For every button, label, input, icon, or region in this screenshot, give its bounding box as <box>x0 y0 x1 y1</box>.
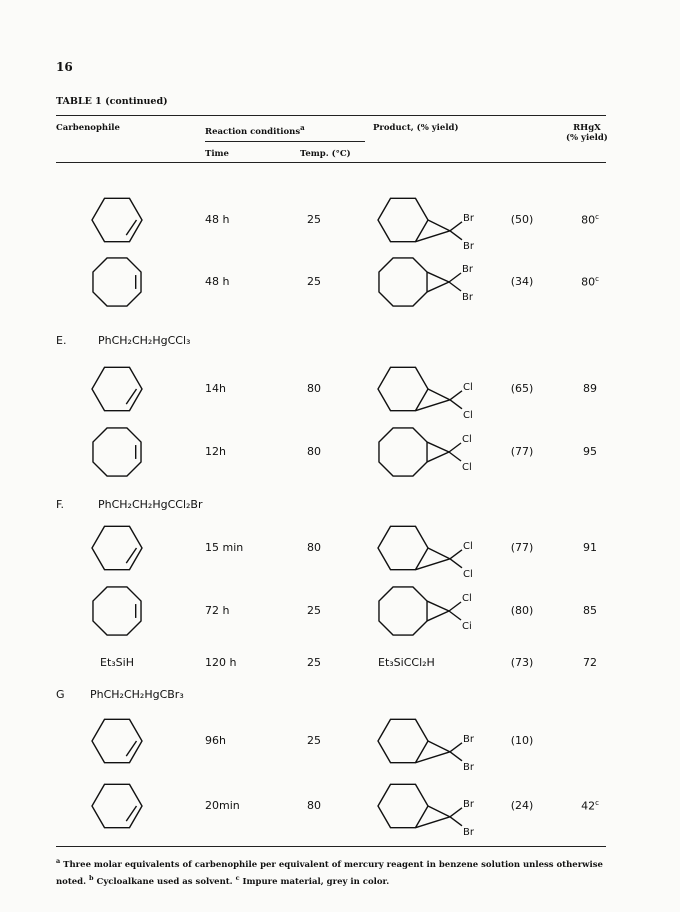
carbenophile-cyclooctene-icon <box>77 417 157 487</box>
table-top-rule <box>56 115 606 116</box>
carbenophile-cyclohexene-icon <box>77 185 157 255</box>
reaction-time: 20min <box>205 799 240 812</box>
product-substituent-top: Cl <box>463 381 473 393</box>
product-yield: (73) <box>510 656 534 669</box>
rhgx-yield: 89 <box>583 382 597 395</box>
carbenophile-cyclooctene-icon <box>77 247 157 317</box>
product-substituent-bottom: Br <box>463 826 474 838</box>
section-reagent-e: PhCH₂CH₂HgCCl₃ <box>98 334 191 347</box>
rhgx-yield: 80$^c$ <box>581 275 599 289</box>
carbenophile-cyclohexene-icon <box>77 771 157 841</box>
reaction-temp: 25 <box>307 604 321 617</box>
section-letter-e: E. <box>56 334 67 347</box>
section-letter-f: F. <box>56 498 65 511</box>
carbenophile-cyclohexene-icon <box>77 706 157 776</box>
reaction-temp: 25 <box>307 656 321 669</box>
product-dihalocyclopropane-icon <box>363 354 483 424</box>
product-yield: (80) <box>510 604 534 617</box>
header-reaction-conditions: Reaction conditions$^a$ <box>205 123 305 137</box>
table-bottom-rule <box>56 846 606 847</box>
product-dihalocyclopropane-icon <box>363 576 483 646</box>
carbenophile-cyclooctene-icon <box>77 576 157 646</box>
section-reagent-g: PhCH₂CH₂HgCBr₃ <box>90 688 184 701</box>
product-dihalocyclopropane-icon <box>363 513 483 583</box>
header-bottom-rule <box>56 162 606 163</box>
header-carbenophile: Carbenophile <box>56 123 120 133</box>
rhgx-footnote-mark: c <box>595 213 599 221</box>
product-yield: (77) <box>510 445 534 458</box>
product-yield: (77) <box>510 541 534 554</box>
product-substituent-top: Cl <box>462 434 472 445</box>
rhgx-yield: 72 <box>583 656 597 669</box>
reaction-time: 48 h <box>205 275 230 288</box>
product-substituent-top: Cl <box>463 540 473 552</box>
reaction-temp: 80 <box>307 445 321 458</box>
rhgx-yield: 91 <box>583 541 597 554</box>
header-time: Time <box>205 149 229 159</box>
rhgx-yield: 95 <box>583 445 597 458</box>
reaction-time: 48 h <box>205 213 230 226</box>
product-dihalocyclopropane-icon <box>363 771 483 841</box>
rhgx-yield: 85 <box>583 604 597 617</box>
product-substituent-bottom: Br <box>462 292 474 303</box>
product-substituent-top: Br <box>463 733 474 745</box>
carbenophile-cyclohexene-icon <box>77 354 157 424</box>
reaction-time: 14h <box>205 382 226 395</box>
product-dihalocyclopropane-icon <box>363 247 483 317</box>
reaction-time: 12h <box>205 445 226 458</box>
product-yield: (24) <box>510 799 534 812</box>
conditions-footnote-mark: a <box>300 123 305 132</box>
product-substituent-top: Br <box>463 212 474 224</box>
product-formula: Et₃SiCCl₂H <box>378 656 435 669</box>
product-dihalocyclopropane-icon <box>363 417 483 487</box>
product-substituent-bottom: Cl <box>463 568 473 580</box>
product-substituent-bottom: Br <box>463 240 474 252</box>
header-product: Product, (% yield) <box>373 123 459 133</box>
carbenophile-text: Et₃SiH <box>100 656 134 669</box>
product-substituent-bottom: Cl <box>462 462 472 473</box>
reaction-time: 72 h <box>205 604 230 617</box>
reaction-temp: 25 <box>307 734 321 747</box>
reaction-time: 120 h <box>205 656 237 669</box>
reaction-time: 15 min <box>205 541 244 554</box>
product-substituent-bottom: Br <box>463 761 474 773</box>
header-temp: Temp. (°C) <box>300 149 351 159</box>
product-yield: (34) <box>510 275 534 288</box>
product-dihalocyclopropane-icon <box>363 185 483 255</box>
product-substituent-bottom: Cl <box>463 409 473 421</box>
conditions-subrule <box>205 141 365 142</box>
product-yield: (65) <box>510 382 534 395</box>
reaction-temp: 80 <box>307 382 321 395</box>
product-yield: (10) <box>510 734 534 747</box>
reaction-temp: 80 <box>307 541 321 554</box>
product-substituent-top: Cl <box>462 593 472 604</box>
reaction-temp: 25 <box>307 275 321 288</box>
section-letter-g: G <box>56 688 65 701</box>
product-dihalocyclopropane-icon <box>363 706 483 776</box>
reaction-temp: 25 <box>307 213 321 226</box>
rhgx-yield: 42$^c$ <box>581 799 599 813</box>
reaction-temp: 80 <box>307 799 321 812</box>
rhgx-footnote-mark: c <box>595 275 599 283</box>
product-yield: (50) <box>510 213 534 226</box>
table-title: TABLE 1 (continued) <box>56 96 168 107</box>
reaction-time: 96h <box>205 734 226 747</box>
product-substituent-top: Br <box>463 798 474 810</box>
table-footnote: $^a$ Three molar equivalents of carbenophile per equivalent of mercury reagent in benzene solution unless otherwise noted. $^b$ Cycloalkane used as solvent. $^c$ Impure material, grey in color. <box>56 857 603 887</box>
section-reagent-f: PhCH₂CH₂HgCCl₂Br <box>98 498 203 511</box>
product-substituent-top: Br <box>462 264 474 275</box>
rhgx-footnote-mark: c <box>595 799 599 807</box>
page-number: 16 <box>56 60 73 74</box>
product-substituent-bottom: Ci <box>462 621 472 632</box>
carbenophile-cyclohexene-icon <box>77 513 157 583</box>
rhgx-yield: 80$^c$ <box>581 213 599 227</box>
header-rhgx: RHgX (% yield) <box>566 123 608 143</box>
